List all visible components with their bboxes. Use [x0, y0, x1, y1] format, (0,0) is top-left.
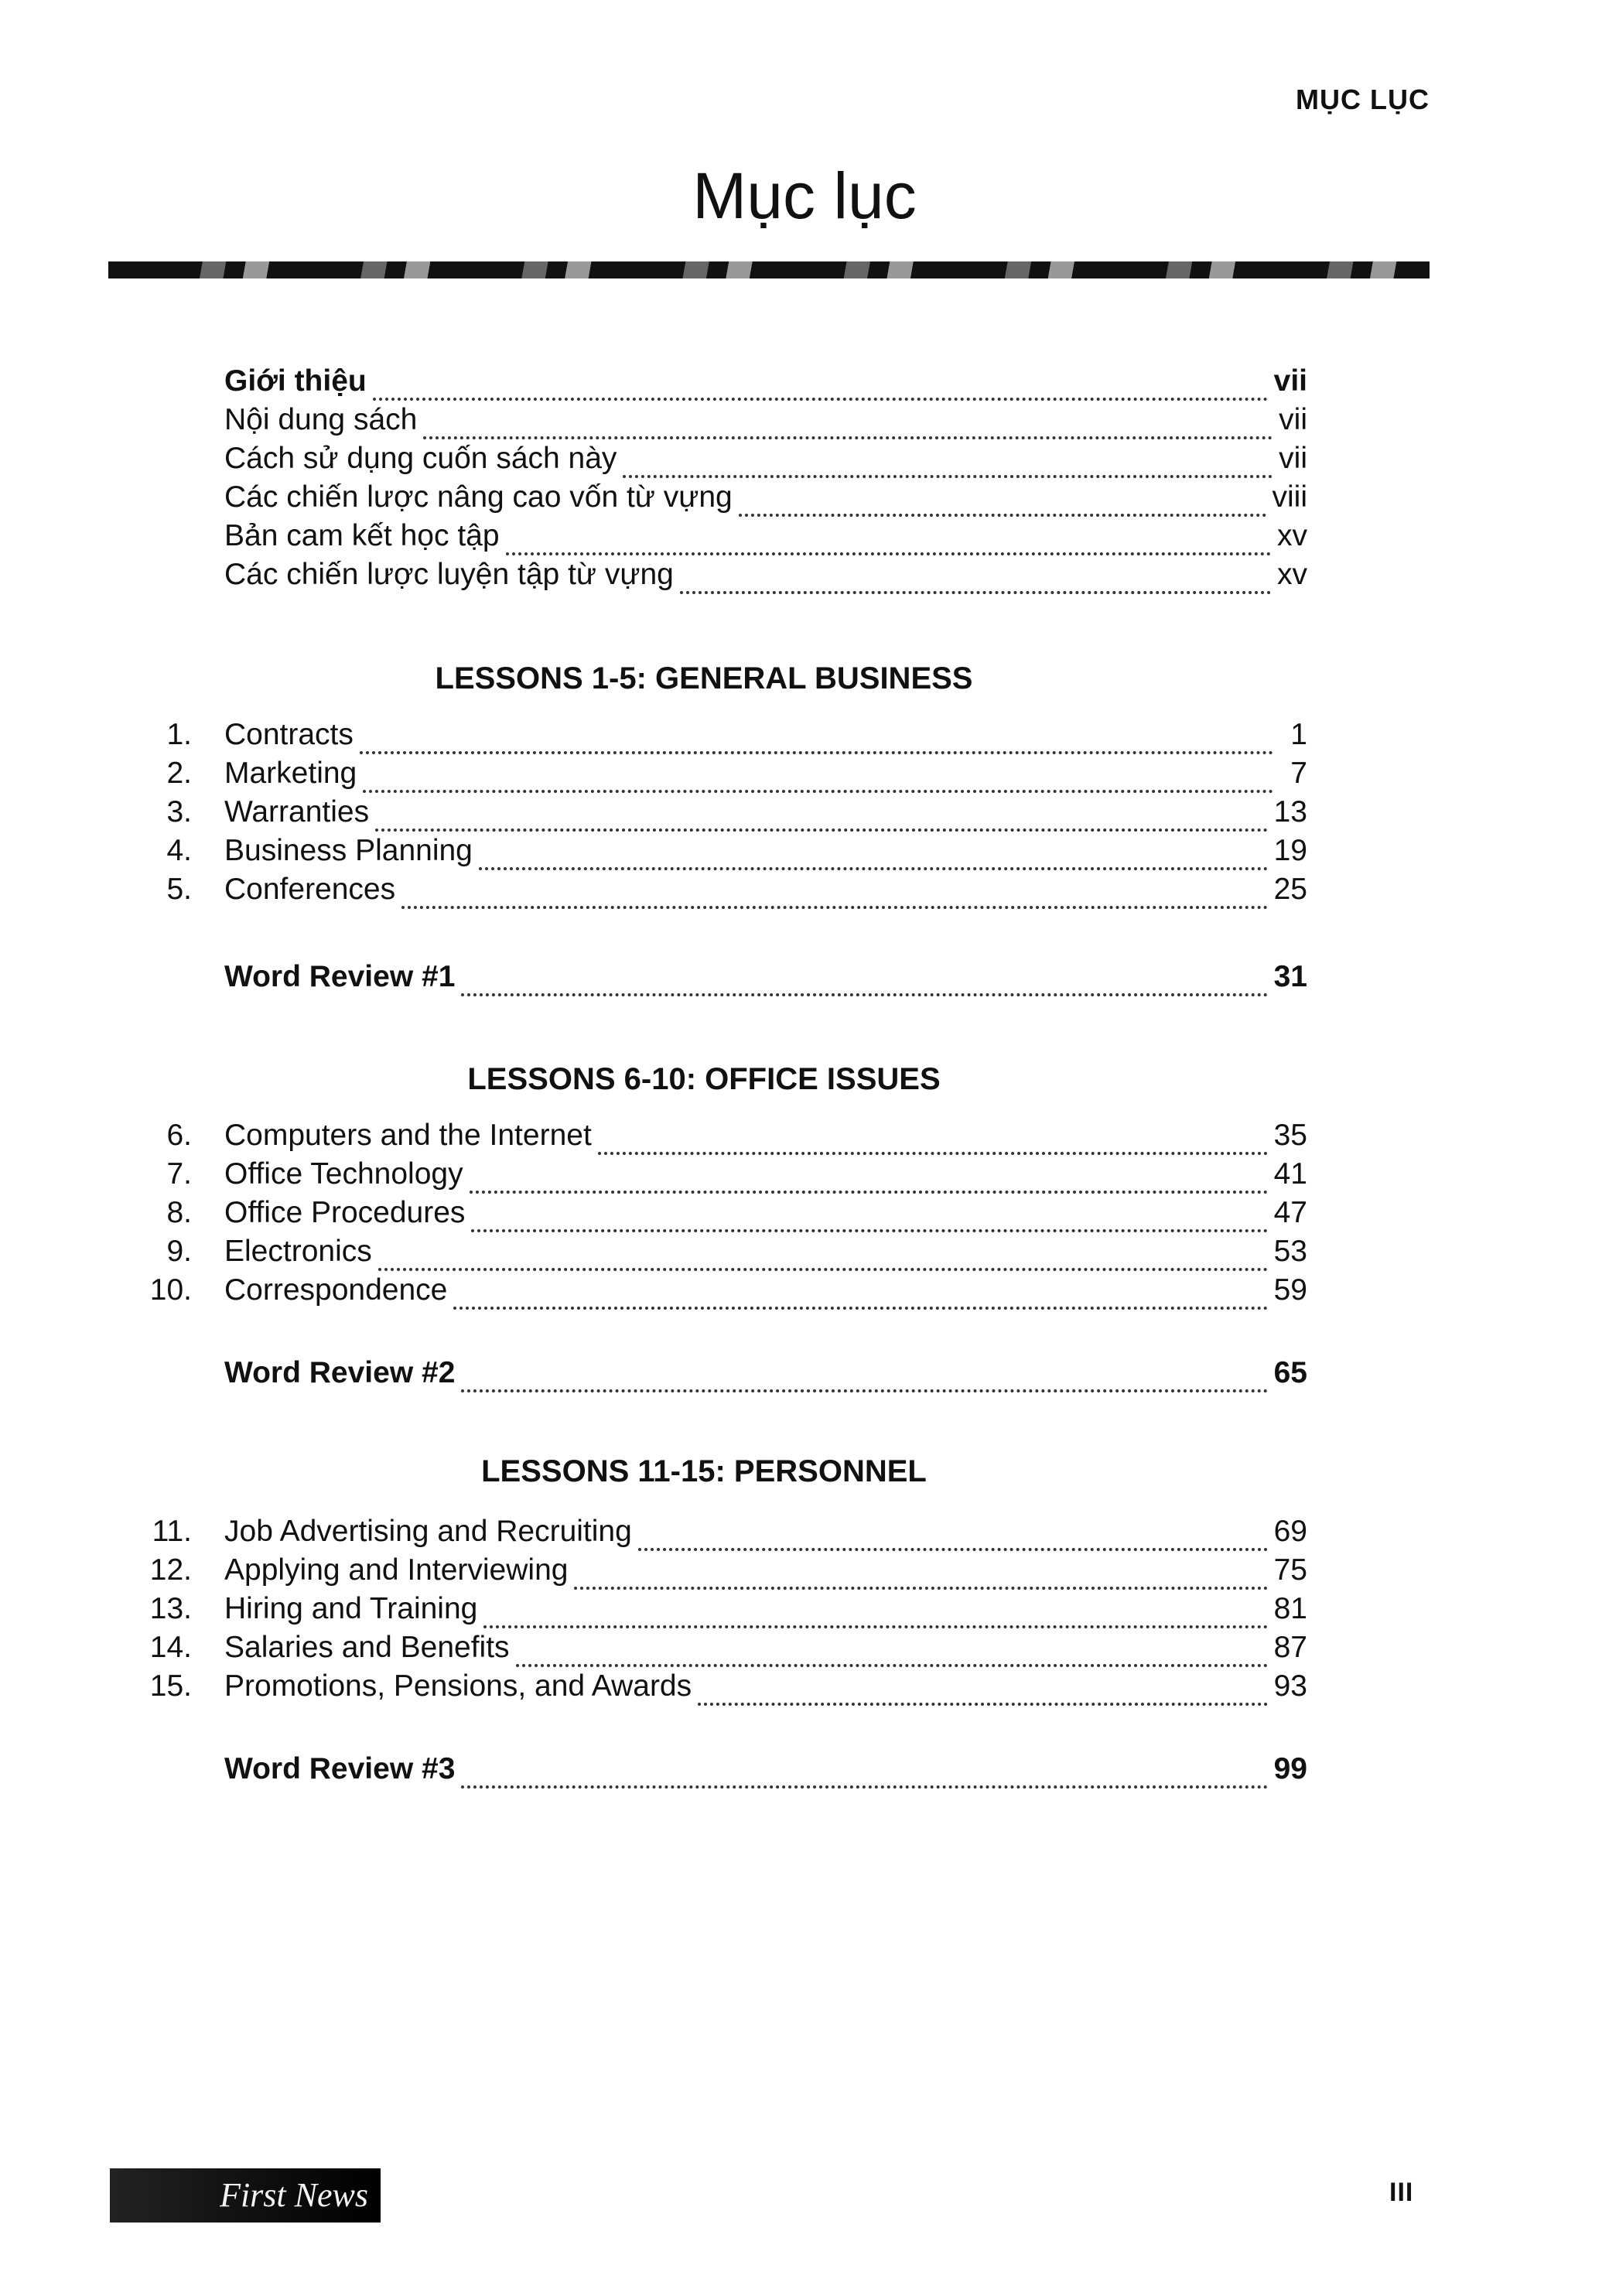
toc-entry[interactable] — [224, 439, 1307, 478]
toc-entry-label: Word Review #2 — [224, 1356, 456, 1389]
lesson-entry[interactable] — [149, 1551, 1307, 1590]
dot-leader — [638, 1520, 1268, 1551]
toc-entry[interactable] — [224, 478, 1307, 517]
toc-entry-page: 1 — [1290, 718, 1307, 751]
lesson-entry[interactable] — [149, 1667, 1307, 1706]
dot-leader — [401, 878, 1267, 909]
toc-entry-page: 81 — [1273, 1592, 1307, 1625]
lesson-entry[interactable] — [149, 1628, 1307, 1667]
running-head: MỤC LỤC — [1296, 84, 1430, 115]
toc-entry-label: Marketing — [224, 757, 357, 790]
dot-leader — [461, 1758, 1267, 1789]
toc-entry-label: Bản cam kết học tập — [224, 519, 500, 552]
toc-entry-page: 31 — [1273, 960, 1307, 993]
dot-leader — [378, 1240, 1268, 1271]
toc-entry-page: 75 — [1273, 1553, 1307, 1587]
publisher-logo: First News — [110, 2168, 381, 2223]
lesson-number: 7. — [166, 1157, 192, 1191]
lesson-number: 3. — [166, 795, 192, 829]
dot-leader — [574, 1559, 1267, 1590]
toc-entry[interactable] — [224, 517, 1307, 555]
toc-entry-page: 59 — [1273, 1273, 1307, 1307]
toc-entry-label: Computers and the Internet — [224, 1119, 592, 1152]
toc-entry-label: Office Technology — [224, 1157, 463, 1191]
dot-leader — [360, 723, 1273, 754]
toc-entry-page: 87 — [1273, 1631, 1307, 1664]
lesson-entry[interactable] — [166, 1155, 1307, 1194]
toc-entry-page: 35 — [1273, 1119, 1307, 1152]
toc-entry-page: vii — [1273, 364, 1307, 398]
toc-entry[interactable] — [224, 555, 1307, 594]
lesson-entry[interactable] — [166, 870, 1307, 909]
lesson-number: 5. — [166, 873, 192, 906]
dot-leader — [461, 1362, 1267, 1392]
section-heading: LESSONS 6-10: OFFICE ISSUES — [467, 1062, 941, 1096]
toc-entry-page: xv — [1277, 519, 1307, 552]
toc-entry-label: Applying and Interviewing — [224, 1553, 569, 1587]
toc-entry-page: 99 — [1273, 1752, 1307, 1785]
dot-leader — [506, 524, 1271, 555]
dot-leader — [479, 839, 1268, 870]
toc-entry-page: 53 — [1273, 1235, 1307, 1268]
toc-entry-intro[interactable] — [224, 362, 1307, 401]
lesson-number: 2. — [166, 757, 192, 790]
dot-leader — [453, 1279, 1267, 1310]
toc-entry-label: Contracts — [224, 718, 354, 751]
toc-entry-page: 19 — [1273, 834, 1307, 867]
dot-leader — [516, 1636, 1268, 1667]
lesson-number: 13. — [149, 1592, 192, 1625]
lesson-number: 11. — [152, 1515, 192, 1548]
dot-leader — [680, 563, 1271, 594]
lesson-entry[interactable] — [166, 793, 1307, 832]
lesson-entry[interactable] — [166, 832, 1307, 870]
toc-entry-label: Các chiến lược luyện tập từ vựng — [224, 558, 674, 591]
toc-entry-page: vii — [1279, 442, 1307, 475]
dot-leader — [739, 486, 1266, 517]
dot-leader — [623, 447, 1273, 478]
toc-entry-page: xv — [1277, 558, 1307, 591]
dot-leader — [373, 370, 1268, 401]
lesson-entry[interactable] — [149, 1590, 1307, 1628]
dot-leader — [483, 1597, 1267, 1628]
toc-entry-page: 69 — [1273, 1515, 1307, 1548]
toc-entry-label: Electronics — [224, 1235, 372, 1268]
lesson-number: 10. — [149, 1273, 192, 1307]
toc-entry[interactable] — [224, 401, 1307, 439]
toc-entry-page: 25 — [1273, 873, 1307, 906]
toc-entry-label: Các chiến lược nâng cao vốn từ vựng — [224, 480, 733, 514]
toc-entry-page: 47 — [1273, 1196, 1307, 1229]
toc-entry-label: Cách sử dụng cuốn sách này — [224, 442, 617, 475]
word-review-entry[interactable] — [224, 958, 1307, 996]
lesson-entry[interactable] — [166, 1232, 1307, 1271]
section-heading: LESSONS 1-5: GENERAL BUSINESS — [435, 661, 973, 695]
dot-leader — [471, 1201, 1267, 1232]
lesson-entry[interactable] — [166, 716, 1307, 754]
lesson-number: 15. — [149, 1669, 192, 1703]
toc-entry-page: 13 — [1273, 795, 1307, 829]
toc-entry-page: 65 — [1273, 1356, 1307, 1389]
dot-leader — [423, 408, 1273, 439]
title-rule — [108, 261, 1430, 278]
lesson-number: 6. — [166, 1119, 192, 1152]
toc-entry-label: Word Review #3 — [224, 1752, 456, 1785]
lesson-entry[interactable] — [149, 1271, 1307, 1310]
lesson-number: 9. — [166, 1235, 192, 1268]
lesson-number: 8. — [166, 1196, 192, 1229]
toc-entry-label: Correspondence — [224, 1273, 448, 1307]
lesson-entry[interactable] — [152, 1512, 1307, 1551]
toc-entry-page: 41 — [1273, 1157, 1307, 1191]
dot-leader — [461, 965, 1267, 996]
lesson-entry[interactable] — [166, 1116, 1307, 1155]
toc-entry-label: Office Procedures — [224, 1196, 466, 1229]
toc-entry-label: Word Review #1 — [224, 960, 456, 993]
page-title: Mục lục — [692, 159, 917, 232]
dot-leader — [375, 801, 1268, 832]
lesson-number: 1. — [166, 718, 192, 751]
toc-entry-label: Giới thiệu — [224, 364, 367, 398]
lesson-number: 12. — [149, 1553, 192, 1587]
toc-entry-label: Job Advertising and Recruiting — [224, 1515, 632, 1548]
section-heading: LESSONS 11-15: PERSONNEL — [481, 1454, 927, 1488]
dot-leader — [470, 1163, 1268, 1194]
toc-entry-label: Nội dung sách — [224, 403, 418, 436]
lesson-number: 4. — [166, 834, 192, 867]
dot-leader — [598, 1124, 1268, 1155]
toc-entry-label: Business Planning — [224, 834, 473, 867]
toc-entry-label: Conferences — [224, 873, 396, 906]
word-review-entry[interactable] — [224, 1750, 1307, 1789]
lesson-entry[interactable] — [166, 754, 1307, 793]
toc-entry-label: Promotions, Pensions, and Awards — [224, 1669, 692, 1703]
toc-entry-label: Salaries and Benefits — [224, 1631, 510, 1664]
lesson-entry[interactable] — [166, 1194, 1307, 1232]
toc-entry-page: 93 — [1273, 1669, 1307, 1703]
toc-entry-page: vii — [1279, 403, 1307, 436]
dot-leader — [363, 762, 1273, 793]
toc-entry-page: 7 — [1290, 757, 1307, 790]
toc-entry-label: Warranties — [224, 795, 370, 829]
toc-entry-page: viii — [1272, 480, 1307, 514]
dot-leader — [698, 1675, 1267, 1706]
word-review-entry[interactable] — [224, 1354, 1307, 1392]
toc-entry-label: Hiring and Training — [224, 1592, 478, 1625]
lesson-number: 14. — [149, 1631, 192, 1664]
page-number: III — [1389, 2178, 1414, 2207]
